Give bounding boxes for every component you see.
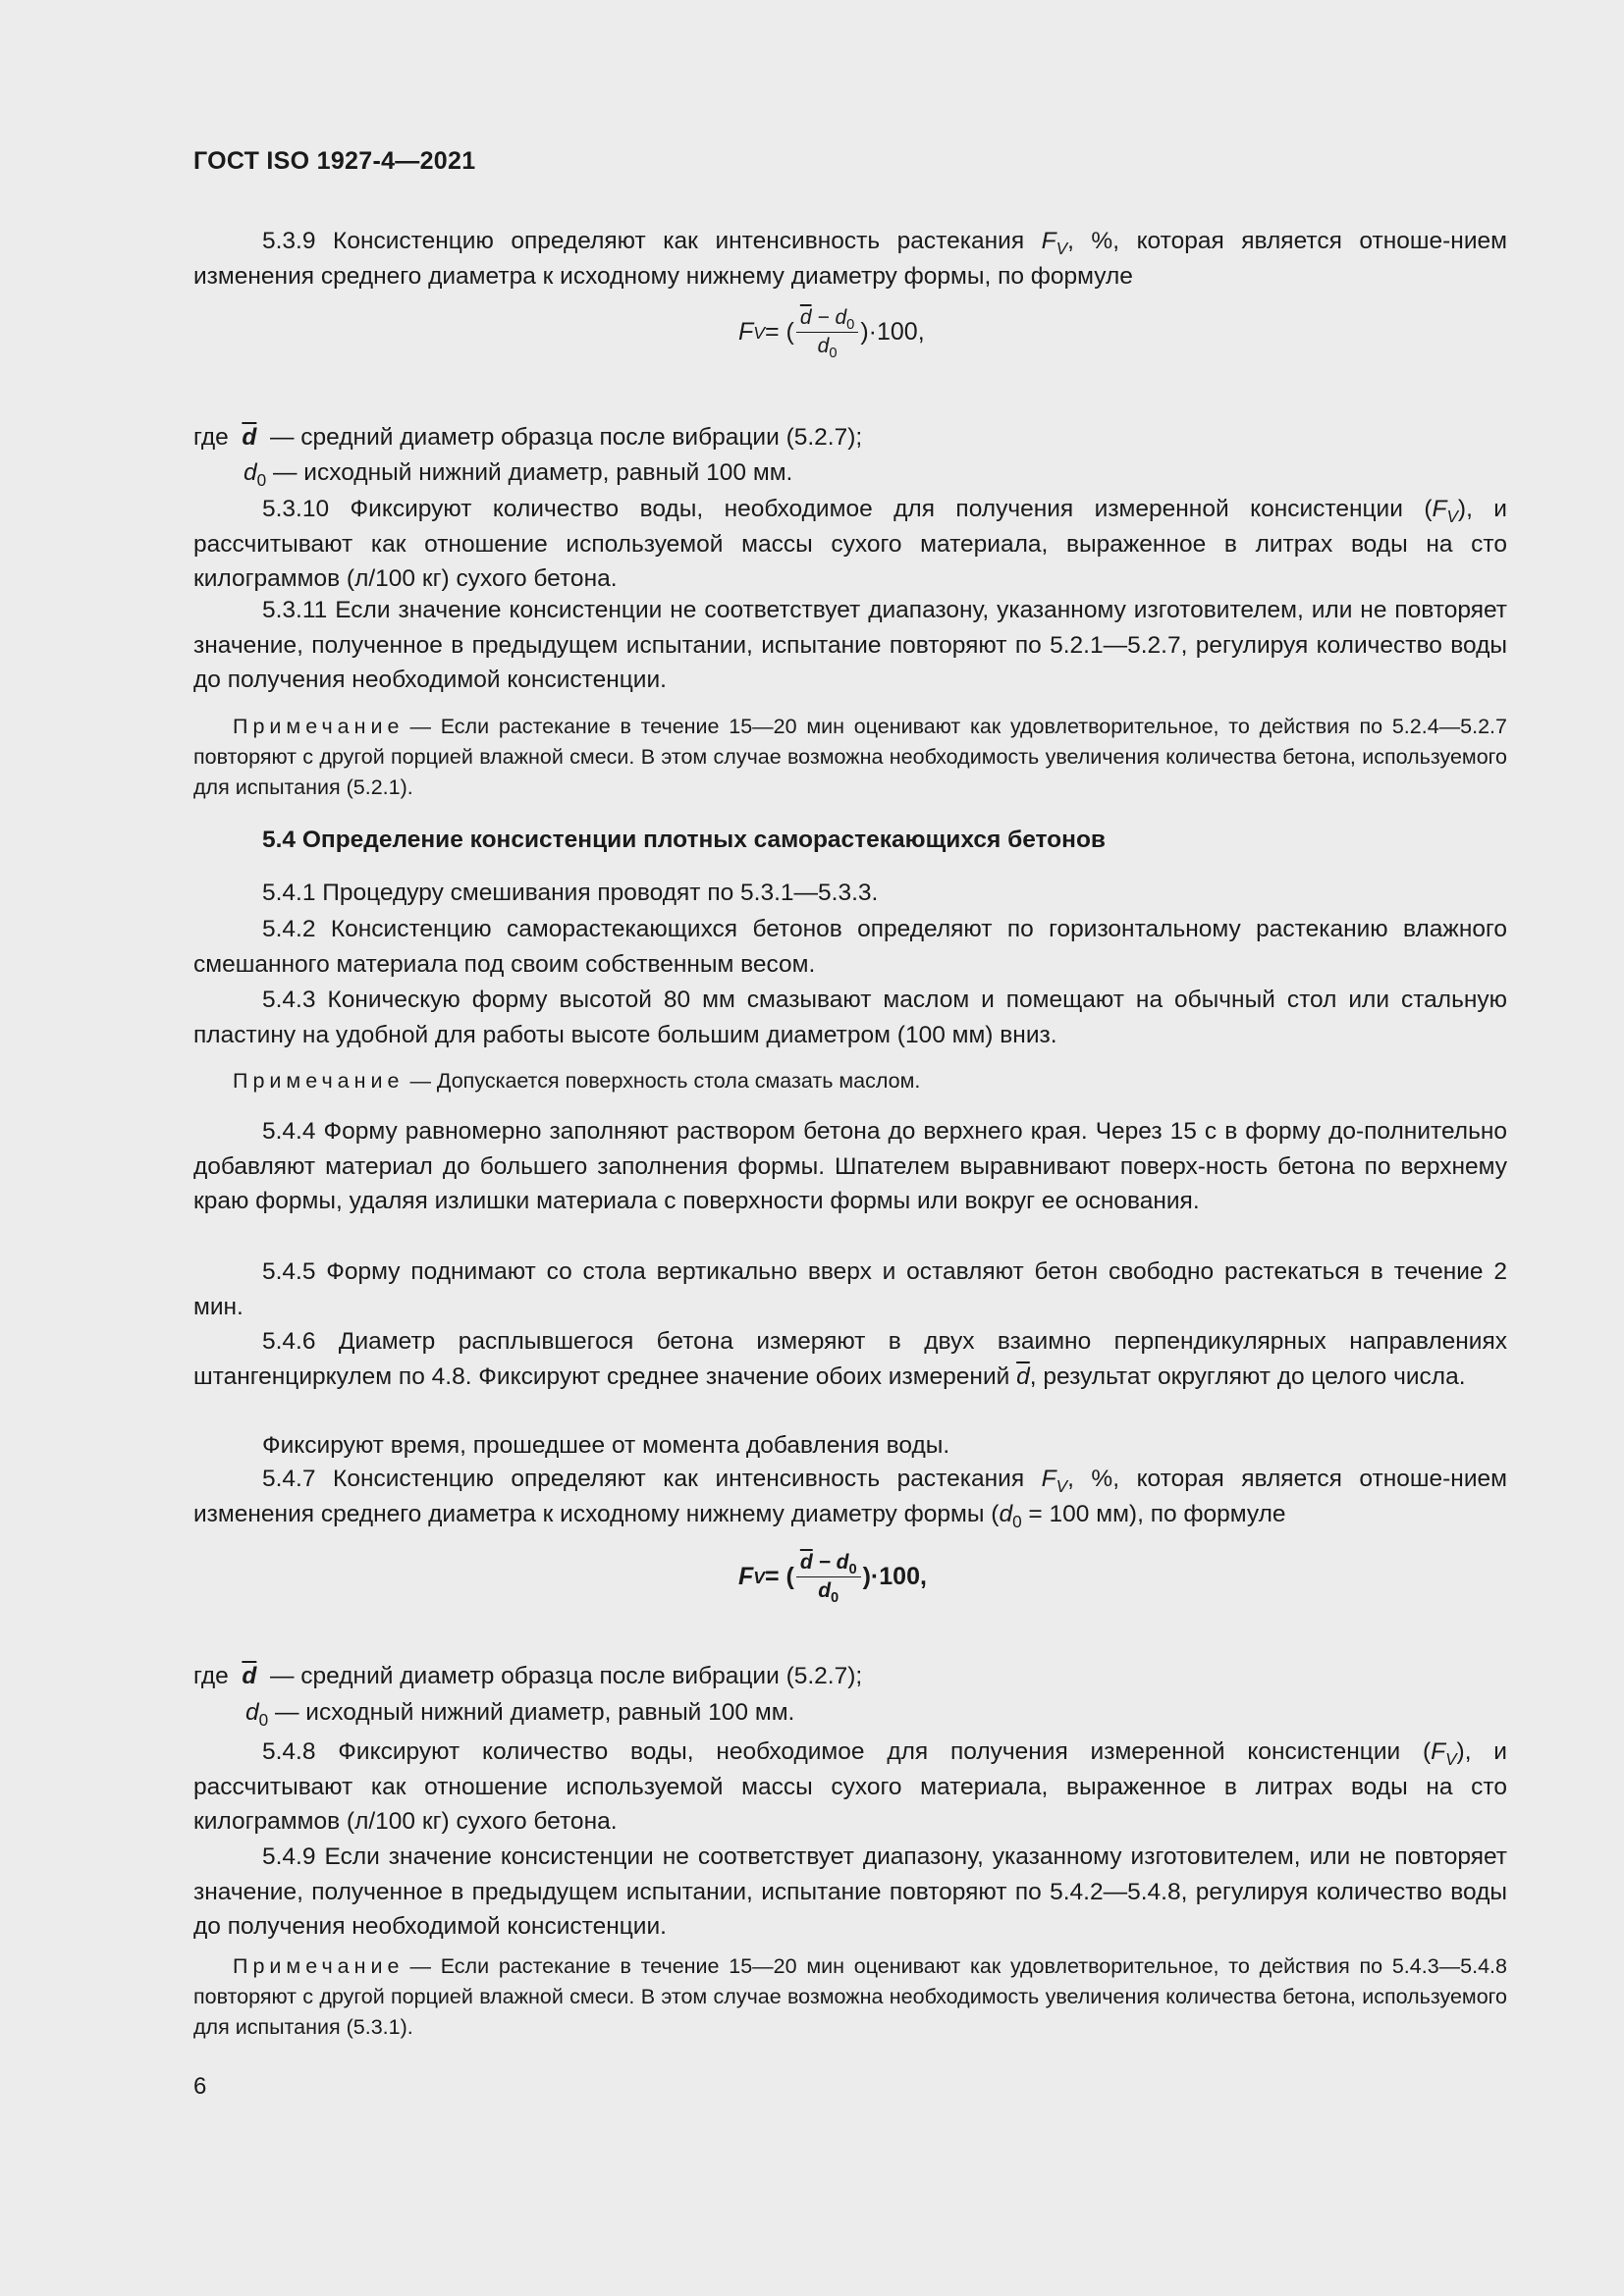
formula-fv-bold: F V = ( $\frac{\overline{d} - d_0}{d_0}$ )·100, (738, 1551, 927, 1607)
paragraph-5-4-1: 5.4.1 Процедуру смешивания проводят по 5.3.1—5.3.3. (262, 880, 879, 906)
paragraph-5-4-6-time: Фиксируют время, прошедшее от момента добавления воды. (262, 1432, 950, 1459)
page-number: 6 (193, 2073, 207, 2100)
formula-fv: F V = ( $\frac{\overline{d} - d_0}{d_0}$ )·100, (738, 306, 925, 362)
paragraph-5-4-9: 5.4.9 Если значение консистенции не соответствует диапазону, указанному изготовителем, или не повторяет значение, полученное в предыдущем испытании, испытание повторяют по 5.4.2—5.4.8, регулируя количество воды до получения необходимой консистенции. (193, 1843, 1507, 1940)
paragraph-5-4-7: 5.4.7 Консистенцию определяют как интенсивность растекания $F_V$, %, которая является отноше-нием изменения среднего диаметра к исходному нижнему диаметру формы ($d_0 = 100$ мм), по формуле (193, 1466, 1507, 1531)
paragraph-5-4-4: 5.4.4 Форму равномерно заполняют раствором бетона до верхнего края. Через 15 с в форму до-полнительно добавляют материал до большего заполнения формы. Шпателем выравнивают поверх-ность бетона по верхнему краю формы, удаляя излишки материала с поверхности формы или вокруг ее основания. (193, 1118, 1507, 1214)
paragraph-5-4-6: 5.4.6 Диаметр расплывшегося бетона измеряют в двух взаимно перпендикулярных направлениях штангенциркулем по 4.8. Фиксируют среднее значение обоих измерений $\overline{d}$, результат округляют до целого числа. (193, 1328, 1507, 1390)
paragraph-5-3-10: 5.3.10 Фиксируют количество воды, необходимое для получения измеренной консистенции $(F_V)$, и рассчитывают как отношение используемой массы сухого материала, выраженное в литрах воды на сто килограммов (л/100 кг) сухого бетона. (193, 496, 1507, 592)
paragraph-5-4-8: 5.4.8 Фиксируют количество воды, необходимое для получения измеренной консистенции $(F_V)$, и рассчитывают как отношение используемой массы сухого материала, выраженное в литрах воды на сто килограммов (л/100 кг) сухого бетона. (193, 1738, 1507, 1835)
where-d0: $d_0$ — исходный нижний диаметр, равный 100 мм. (244, 459, 793, 490)
document-header: ГОСТ ISO 1927-4—2021 (193, 147, 476, 175)
note-1: Примечание — Если растекание в течение 15—20 мин оценивают как удовлетворительное, то действия по 5.2.4—5.2.7 повторяют с другой порцией влажной смеси. В этом случае возможна необходимость увеличения количества бетона, используемого для испытания (5.2.1). (193, 715, 1507, 799)
note-2: Примечание — Допускается поверхность стола смазать маслом. (233, 1069, 921, 1093)
where-d0-2: $d_0$ — исходный нижний диаметр, равный 100 мм. (245, 1699, 795, 1730)
paragraph-5-4-2: 5.4.2 Консистенцию саморастекающихся бетонов определяют по горизонтальному растеканию влажного смешанного материала под своим собственным весом. (193, 916, 1507, 978)
section-heading-5-4: 5.4 Определение консистенции плотных саморастекающихся бетонов (262, 827, 1106, 853)
paragraph-5-3-11: 5.3.11 Если значение консистенции не соответствует диапазону, указанному изготовителем, или не повторяет значение, полученное в предыдущем испытании, испытание повторяют по 5.2.1—5.2.7, регулируя количество воды до получения необходимой консистенции. (193, 597, 1507, 693)
paragraph-5-4-5: 5.4.5 Форму поднимают со стола вертикально вверх и оставляют бетон свободно растекаться в течение 2 мин. (193, 1258, 1507, 1320)
where-d: где $\overline{d}$ — средний диаметр образца после вибрации (5.2.7); (193, 424, 863, 451)
paragraph-5-4-3: 5.4.3 Коническую форму высотой 80 мм смазывают маслом и помещают на обычный стол или стальную пластину на удобной для работы высоте большим диаметром (100 мм) вниз. (193, 987, 1507, 1048)
note-3: Примечание — Если растекание в течение 15—20 мин оценивают как удовлетворительное, то действия по 5.4.3—5.4.8 повторяют с другой порцией влажной смеси. В этом случае возможна необходимость увеличения количества бетона, используемого для испытания (5.3.1). (193, 1954, 1507, 2039)
paragraph-5-3-9: 5.3.9 Консистенцию определяют как интенсивность растекания $F_V$, %, которая является отноше-нием изменения среднего диаметра к исходному нижнему диаметру формы, по формуле (193, 228, 1507, 290)
where-d-2: где $\overline{d}$ — средний диаметр образца после вибрации (5.2.7); (193, 1663, 863, 1689)
